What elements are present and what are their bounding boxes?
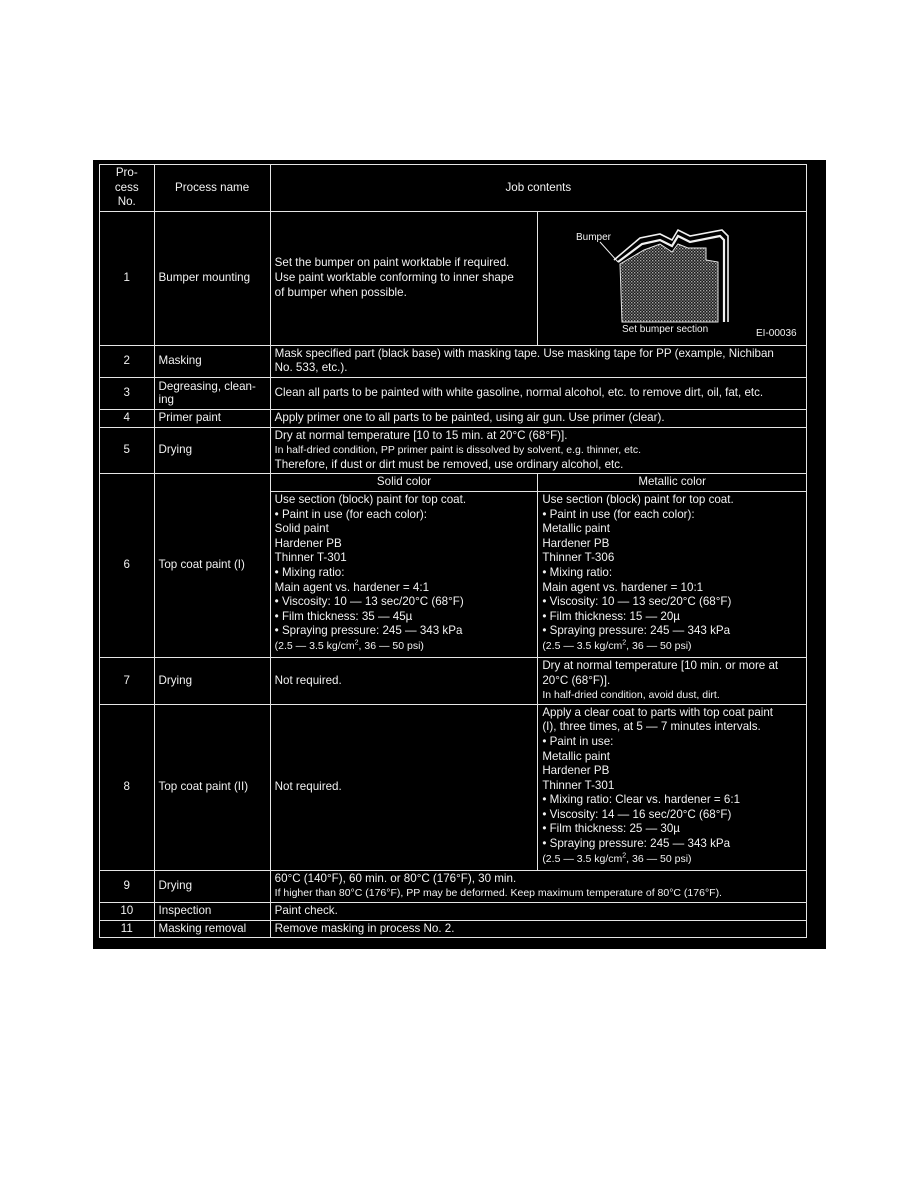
- job-line: Main agent vs. hardener = 4:1: [274, 580, 430, 594]
- job-line: Therefore, if dust or dirt must be removed, use ordinary alcohol, etc.: [274, 457, 624, 471]
- pressure-text: , 36 — 50 psi): [358, 639, 424, 652]
- table-row: [100, 474, 807, 492]
- job-contents: [270, 211, 538, 345]
- figure-code: EI-00036: [756, 327, 797, 339]
- table-header-row: [100, 165, 807, 212]
- job-line: [542, 639, 802, 654]
- superscript: 2: [354, 639, 359, 647]
- process-number: 3: [100, 377, 155, 409]
- table-row: [100, 211, 807, 345]
- metallic-color-contents: [538, 657, 807, 704]
- pressure-text: , 36 — 50 psi): [626, 852, 692, 865]
- job-contents: Paint check.: [270, 902, 806, 920]
- job-line: Dry at normal temperature [10 to 15 min. at 20°C (68°F)].: [274, 428, 568, 442]
- job-line: [275, 639, 534, 654]
- job-line: Apply a clear coat to parts with top coat paint: [542, 705, 774, 719]
- process-number: 4: [100, 409, 155, 427]
- solid-color-header: Solid color: [270, 474, 538, 492]
- job-line: • Paint in use (for each color):: [542, 507, 695, 521]
- table-row: [100, 409, 807, 427]
- process-table-scan: [93, 160, 826, 949]
- job-line: • Paint in use (for each color):: [274, 507, 427, 521]
- job-line: Metallic paint: [542, 522, 610, 536]
- job-line: 60°C (140°F), 60 min. or 80°C (176°F), 30 min.: [274, 871, 517, 885]
- process-number: 1: [100, 211, 155, 345]
- job-contents: [270, 427, 806, 474]
- job-line: Thinner T-301: [274, 551, 347, 565]
- label-set-bumper-section: Set bumper section: [622, 323, 709, 335]
- job-line: Thinner T-306: [542, 551, 615, 565]
- job-line: • Spraying pressure: 245 — 343 kPa: [542, 624, 731, 638]
- table-row: [100, 870, 807, 902]
- job-line: Use section (block) paint for top coat.: [542, 492, 734, 506]
- job-line: Mask specified part (black base) with masking tape. Use masking tape for PP (example, Nichiban: [274, 346, 774, 360]
- job-line: of bumper when possible.: [274, 285, 407, 299]
- table-row: [100, 920, 807, 938]
- table-row: [100, 704, 807, 870]
- metallic-color-header: Metallic color: [538, 474, 807, 492]
- job-line: In half-dried condition, avoid dust, dirt.: [542, 689, 720, 702]
- process-name: Drying: [154, 870, 270, 902]
- pressure-text: (2.5 — 3.5 kg/cm: [542, 639, 623, 652]
- pressure-text: , 36 — 50 psi): [626, 639, 692, 652]
- solid-color-contents: Not required.: [270, 657, 538, 704]
- header-process-no: Pro- cess No.: [100, 165, 155, 212]
- superscript: 2: [622, 852, 627, 860]
- process-number: 7: [100, 657, 155, 704]
- metallic-color-contents: [538, 491, 807, 657]
- job-contents: [270, 870, 806, 902]
- process-name: Primer paint: [154, 409, 270, 427]
- bumper-figure: [538, 211, 807, 345]
- job-contents: [270, 345, 806, 377]
- header-process-name: Process name: [154, 165, 270, 212]
- job-line: Hardener PB: [542, 536, 610, 550]
- process-number: 9: [100, 870, 155, 902]
- job-line: Solid paint: [274, 522, 329, 536]
- pressure-text: (2.5 — 3.5 kg/cm: [274, 639, 355, 652]
- metallic-color-contents: [538, 704, 807, 870]
- job-line: 20°C (68°F)].: [542, 673, 611, 687]
- job-contents: Apply primer one to all parts to be painted, using air gun. Use primer (clear).: [270, 409, 806, 427]
- job-line: (I), three times, at 5 — 7 minutes intervals.: [542, 720, 761, 734]
- job-line: In half-dried condition, PP primer paint is dissolved by solvent, e.g. thinner, etc.: [274, 444, 642, 457]
- job-line: Metallic paint: [542, 749, 610, 763]
- job-line: Dry at normal temperature [10 min. or more at: [542, 658, 779, 672]
- job-line: • Mixing ratio:: [274, 565, 345, 579]
- job-contents: Clean all parts to be painted with white gasoline, normal alcohol, etc. to remove dirt, oil, fat, etc.: [270, 377, 806, 409]
- job-line: • Viscosity: 10 — 13 sec/20°C (68°F): [542, 595, 732, 609]
- job-contents: Remove masking in process No. 2.: [270, 920, 806, 938]
- label-bumper: Bumper: [576, 231, 612, 243]
- process-name: Masking: [154, 345, 270, 377]
- job-line: • Film thickness: 25 — 30µ: [542, 822, 680, 836]
- process-table: [99, 164, 807, 938]
- table-row: [100, 377, 807, 409]
- job-line: Hardener PB: [274, 536, 342, 550]
- job-line: Use paint worktable conforming to inner shape: [274, 270, 514, 284]
- process-number: 10: [100, 902, 155, 920]
- process-name: Top coat paint (II): [154, 704, 270, 870]
- solid-color-contents: Not required.: [270, 704, 538, 870]
- process-name: Bumper mounting: [154, 211, 270, 345]
- table-row: [100, 902, 807, 920]
- process-number: 2: [100, 345, 155, 377]
- job-line: • Film thickness: 35 — 45µ: [274, 609, 413, 623]
- solid-color-contents: [270, 491, 538, 657]
- header-job-contents: Job contents: [270, 165, 806, 212]
- job-line: • Film thickness: 15 — 20µ: [542, 609, 680, 623]
- job-line: • Viscosity: 14 — 16 sec/20°C (68°F): [542, 807, 732, 821]
- job-line: • Spraying pressure: 245 — 343 kPa: [274, 624, 463, 638]
- process-name: Drying: [154, 657, 270, 704]
- job-line: • Paint in use:: [542, 734, 614, 748]
- process-name: Top coat paint (I): [154, 474, 270, 658]
- bumper-section-diagram: [538, 212, 804, 345]
- job-line: If higher than 80°C (176°F), PP may be deformed. Keep maximum temperature of 80°C (176°F).: [274, 887, 722, 900]
- process-name: Drying: [154, 427, 270, 474]
- pressure-text: (2.5 — 3.5 kg/cm: [542, 852, 623, 865]
- process-name: Degreasing, clean- ing: [154, 377, 270, 409]
- process-name: Inspection: [154, 902, 270, 920]
- process-number: 11: [100, 920, 155, 938]
- job-line: • Mixing ratio:: [542, 565, 613, 579]
- job-line: • Mixing ratio: Clear vs. hardener = 6:1: [542, 793, 741, 807]
- job-line: Thinner T-301: [542, 778, 615, 792]
- process-number: 8: [100, 704, 155, 870]
- job-line: Hardener PB: [542, 764, 610, 778]
- job-line: [542, 852, 802, 867]
- job-line: Main agent vs. hardener = 10:1: [542, 580, 704, 594]
- process-number: 5: [100, 427, 155, 474]
- job-line: Set the bumper on paint worktable if required.: [274, 256, 510, 270]
- job-line: No. 533, etc.).: [274, 361, 348, 375]
- process-number: 6: [100, 474, 155, 658]
- superscript: 2: [622, 639, 627, 647]
- job-line: Use section (block) paint for top coat.: [274, 492, 467, 506]
- process-name: Masking removal: [154, 920, 270, 938]
- table-row: [100, 345, 807, 377]
- table-row: [100, 427, 807, 474]
- table-row: [100, 657, 807, 704]
- job-line: • Viscosity: 10 — 13 sec/20°C (68°F): [274, 595, 464, 609]
- job-line: • Spraying pressure: 245 — 343 kPa: [542, 837, 731, 851]
